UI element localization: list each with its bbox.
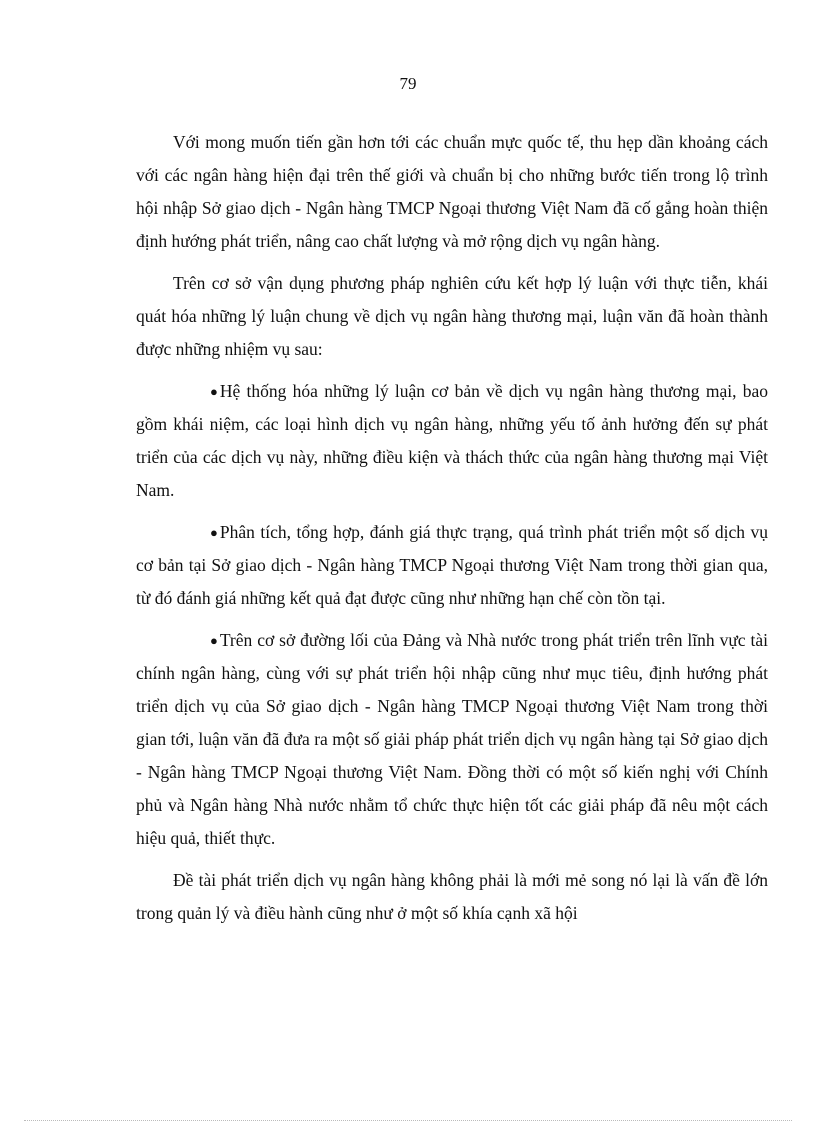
paragraph-method: Trên cơ sở vận dụng phương pháp nghiên cứu kết hợp lý luận với thực tiễn, khái quát hóa những lý luận chung về dịch vụ ngân hàng thương mại, luận văn đã hoàn thành được những nhiệm vụ sau: [136,273,768,359]
bullet-text: Phân tích, tổng hợp, đánh giá thực trạng, quá trình phát triển một số dịch vụ cơ bản tại Sở giao dịch - Ngân hàng TMCP Ngoại thương Việt Nam trong thời gian qua, từ đó đánh giá những kết quả đạt được cũng như những hạn chế còn tồn tại. [136,522,768,608]
bullet-item-analysis [136,516,768,615]
body-text [136,126,768,939]
bullet-item-solutions [136,624,768,855]
bullet-text: Hệ thống hóa những lý luận cơ bản về dịch vụ ngân hàng thương mại, bao gồm khái niệm, các loại hình dịch vụ ngân hàng, những yếu tố ảnh hưởng đến sự phát triển của các dịch vụ này, những điều kiện và thách thức của ngân hàng thương mại Việt Nam. [136,381,768,500]
footer-divider [24,1120,792,1121]
bullet-text: Trên cơ sở đường lối của Đảng và Nhà nước trong phát triển trên lĩnh vực tài chính ngân hàng, cùng với sự phát triển hội nhập cũng như mục tiêu, định hướng phát triển dịch vụ của Sở giao dịch - Ngân hàng TMCP Ngoại thương Việt Nam trong thời gian tới, luận văn đã đưa ra một số giải pháp phát triển dịch vụ ngân hàng tại Sở giao dịch - Ngân hàng TMCP Ngoại thương Việt Nam. Đồng thời có một số kiến nghị với Chính phủ và Ngân hàng Nhà nước nhằm tổ chức thực hiện tốt các giải pháp đã nêu một cách hiệu quả, thiết thực. [136,630,768,848]
bullet-item-theory [136,375,768,507]
page-number: 79 [399,74,417,93]
paragraph-intro: Với mong muốn tiến gần hơn tới các chuẩn mực quốc tế, thu hẹp dần khoảng cách với các ngân hàng hiện đại trên thế giới và chuẩn bị cho những bước tiến trong lộ trình hội nhập Sở giao dịch - Ngân hàng TMCP Ngoại thương Việt Nam đã cố gắng hoàn thiện định hướng phát triển, nâng cao chất lượng và mở rộng dịch vụ ngân hàng. [136,132,768,251]
bullet-icon: ● [210,384,218,399]
bullet-icon: ● [210,633,218,648]
paragraph-conclusion: Đề tài phát triển dịch vụ ngân hàng không phải là mới mẻ song nó lại là vấn đề lớn trong quản lý và điều hành cũng như ở một số khía cạnh xã hội [136,870,768,923]
bullet-icon: ● [210,525,218,540]
